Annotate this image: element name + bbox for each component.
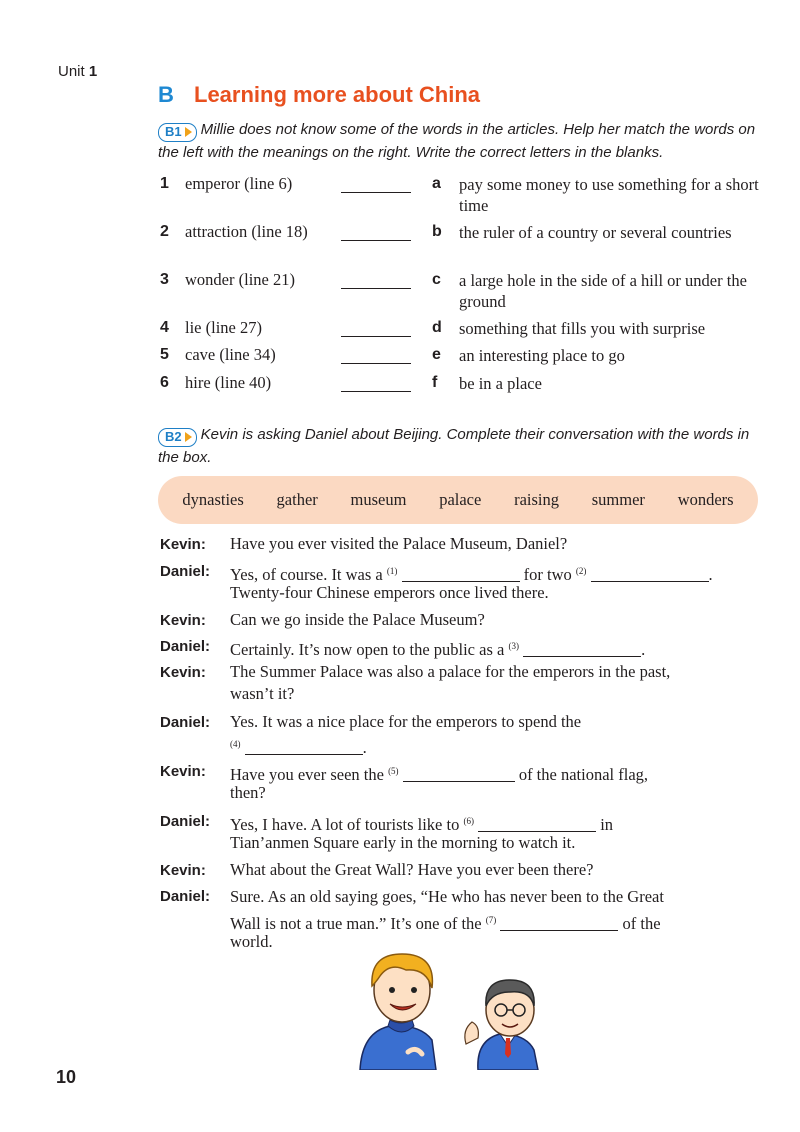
line-text: for two <box>523 565 572 584</box>
dialogue-line: Sure. As an old saying goes, “He who has never been to the Great <box>230 887 664 906</box>
answer-blank[interactable] <box>478 817 596 832</box>
word-box-item: dynasties <box>182 490 244 509</box>
answer-blank[interactable] <box>341 224 411 241</box>
blank-number: (3) <box>508 641 519 651</box>
dialogue-line: wasn’t it? <box>230 684 295 703</box>
blank-number: (1) <box>386 566 398 576</box>
dialogue-line <box>230 733 760 759</box>
line-text: Have you ever seen the <box>230 765 384 784</box>
dialogue-line: What about the Great Wall? Have you ever been there? <box>230 860 594 879</box>
word-box-item: wonders <box>677 490 734 509</box>
b1-instruction-text: Millie does not know some of the words in the articles. Help her match the words on the left with the meanings on the right. Write the correct letters in the blanks. <box>158 121 756 161</box>
meaning-text: something that fills you with surprise <box>459 319 706 338</box>
answer-blank[interactable] <box>500 916 618 931</box>
speaker-label: Daniel: <box>160 888 211 905</box>
dialogue-line: Twenty-four Chinese emperors once lived there. <box>230 583 549 602</box>
page-number: 10 <box>56 1067 77 1087</box>
word-box-item: gather <box>276 490 318 509</box>
line-text: Certainly. It’s now open to the public as a <box>230 640 505 659</box>
item-number: 5 <box>160 346 169 363</box>
answer-blank[interactable] <box>341 176 411 193</box>
item-number: 1 <box>160 175 169 192</box>
kevin-figure <box>360 954 436 1070</box>
speaker-label: Daniel: <box>160 563 211 580</box>
answer-blank[interactable] <box>341 347 411 364</box>
word-box <box>158 476 758 524</box>
dialogue-line: Have you ever visited the Palace Museum, Daniel? <box>230 534 568 553</box>
item-word: lie (line 27) <box>185 318 262 337</box>
item-word: emperor (line 6) <box>185 174 293 193</box>
kevin-daniel-illustration <box>350 950 550 1070</box>
meaning-text: be in a place <box>459 374 542 393</box>
blank-number: (5) <box>388 766 399 776</box>
dialogue-line <box>230 635 760 661</box>
daniel-figure <box>465 980 538 1070</box>
meaning-letter: f <box>432 374 438 391</box>
blank-number: (6) <box>463 816 474 826</box>
meaning-letter: a <box>432 175 441 192</box>
unit-text: Unit <box>58 63 85 80</box>
b2-instruction <box>158 424 768 469</box>
meaning-letter: e <box>432 346 441 363</box>
speaker-label: Daniel: <box>160 638 211 655</box>
item-number: 4 <box>160 319 169 336</box>
dialogue-line: world. <box>230 932 273 951</box>
b1-instruction <box>158 119 768 164</box>
b2-instruction-text: Kevin is asking Daniel about Beijing. Complete their conversation with the words in the box. <box>158 426 750 466</box>
answer-blank[interactable] <box>341 320 411 337</box>
speaker-label: Daniel: <box>160 714 211 731</box>
b1-badge-label: B1 <box>165 124 182 139</box>
line-text: . <box>641 640 646 659</box>
section-letter: B <box>158 82 174 107</box>
dialogue-line: Tian’anmen Square early in the morning to watch it. <box>230 833 576 852</box>
word-box-item: museum <box>350 490 407 509</box>
meaning-text: a large hole in the side of a hill or under the ground <box>459 271 747 311</box>
play-arrow-icon <box>185 432 192 442</box>
item-word: hire (line 40) <box>185 373 272 392</box>
speaker-label: Kevin: <box>160 664 206 681</box>
meaning-letter: b <box>432 223 442 240</box>
section-title: Learning more about China <box>194 82 481 107</box>
meaning-text: pay some money to use something for a short time <box>459 175 759 215</box>
line-text: Wall is not a true man.” It’s one of the <box>230 914 482 933</box>
answer-blank[interactable] <box>341 272 411 289</box>
answer-blank[interactable] <box>245 740 363 755</box>
line-text: in <box>600 815 614 834</box>
b1-badge <box>158 123 197 142</box>
play-arrow-icon <box>185 127 192 137</box>
meaning-text: the ruler of a country or several countries <box>459 223 732 242</box>
speaker-label: Daniel: <box>160 813 211 830</box>
answer-blank[interactable] <box>591 567 709 582</box>
answer-blank[interactable] <box>523 642 641 657</box>
dialogue-line: then? <box>230 783 266 802</box>
speaker-label: Kevin: <box>160 536 206 553</box>
blank-number: (4) <box>230 739 241 749</box>
line-text: . <box>362 738 367 757</box>
unit-label <box>58 63 97 80</box>
meaning-text: an interesting place to go <box>459 346 625 365</box>
blank-number: (2) <box>575 566 587 576</box>
line-text: . <box>708 565 713 584</box>
line-text: Yes, of course. It was a <box>230 565 383 584</box>
meaning-letter: d <box>432 319 442 336</box>
line-text: of the national flag, <box>518 765 649 784</box>
item-number: 3 <box>160 271 169 288</box>
dialogue-line: Can we go inside the Palace Museum? <box>230 610 485 629</box>
blank-number: (7) <box>485 915 497 925</box>
b2-badge <box>158 428 197 447</box>
line-text: Yes, I have. A lot of tourists like to <box>230 815 460 834</box>
speaker-label: Kevin: <box>160 862 206 879</box>
item-number: 2 <box>160 223 169 240</box>
answer-blank[interactable] <box>341 375 411 392</box>
dialogue-line: Yes. It was a nice place for the emperors to spend the <box>230 712 582 731</box>
unit-number: 1 <box>88 63 98 80</box>
speaker-label: Kevin: <box>160 763 206 780</box>
word-box-item: summer <box>591 490 645 509</box>
item-word: attraction (line 18) <box>185 222 308 241</box>
meaning-letter: c <box>432 271 441 288</box>
speaker-label: Kevin: <box>160 612 206 629</box>
dialogue-line: The Summer Palace was also a palace for the emperors in the past, <box>230 662 671 681</box>
b2-badge-label: B2 <box>165 429 182 444</box>
answer-blank[interactable] <box>402 567 520 582</box>
word-box-item: palace <box>439 490 482 509</box>
line-text: of the <box>622 914 661 933</box>
word-box-item: raising <box>514 490 560 509</box>
answer-blank[interactable] <box>403 767 515 782</box>
item-number: 6 <box>160 374 169 391</box>
item-word: wonder (line 21) <box>185 270 295 289</box>
item-word: cave (line 34) <box>185 345 276 364</box>
